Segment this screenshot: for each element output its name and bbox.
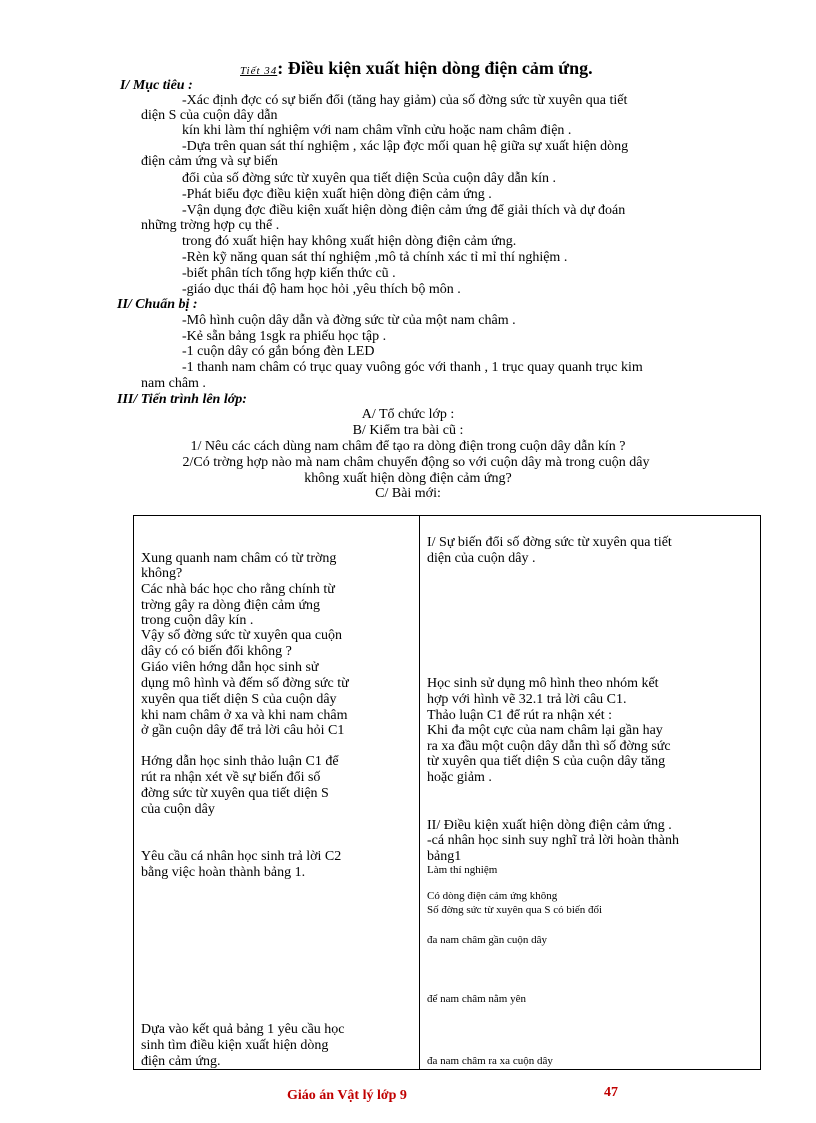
- table-right-small: đa nam châm gần cuộn dây: [427, 934, 548, 946]
- objective-line: đổi của số đờng sức từ xuyên qua tiết diện Scủa cuộn dây dẫn kín .: [182, 171, 557, 186]
- title-separator: :: [277, 58, 284, 78]
- lesson-table: [133, 515, 761, 1070]
- preparation-heading: II/ Chuẩn bị :: [117, 297, 198, 312]
- process-line: C/ Bài mới:: [375, 486, 441, 501]
- table-right-line: bảng1: [427, 849, 462, 864]
- table-left-line: xuyên qua tiết diện S của cuộn dây: [141, 692, 337, 707]
- objective-line: -Xác định đợc có sự biến đổi (tăng hay giảm) của số đờng sức từ xuyên qua tiết: [182, 93, 628, 108]
- table-left-line: trờng gây ra dòng điện cảm ứng: [141, 598, 321, 613]
- table-right-small: Có dòng điện cảm ứng không: [427, 890, 558, 902]
- table-left-line: Xung quanh nam châm có từ trờng: [141, 551, 337, 566]
- table-right-line: Khi đa một cực của nam châm lại gần hay: [427, 723, 663, 738]
- objective-line: kín khi làm thí nghiệm với nam châm vĩnh cửu hoặc nam châm điện .: [182, 123, 572, 138]
- table-right-line: ra xa đầu một cuộn dây dẫn thì số đờng sức: [427, 739, 671, 754]
- teacher-activity-cell: [134, 516, 420, 1070]
- table-left-line: Các nhà bác học cho rằng chính từ: [141, 582, 335, 597]
- table-left-line: khi nam châm ở xa và khi nam châm: [141, 708, 348, 723]
- table-right-line: hoặc giảm .: [427, 770, 492, 785]
- table-right-line: I/ Sự biến đổi số đờng sức từ xuyên qua tiết: [427, 535, 672, 550]
- table-left-line: Hớng dẫn học sinh thảo luận C1 để: [141, 754, 339, 769]
- table-left-line: dụng mô hình và đếm số đờng sức từ: [141, 676, 349, 691]
- process-line: B/ Kiểm tra bài cũ :: [352, 423, 464, 438]
- process-line: 1/ Nêu các cách dùng nam châm để tạo ra dòng điện trong cuộn dây dẫn kín ?: [190, 439, 626, 454]
- title-end: .: [588, 58, 593, 78]
- table-right-small: Số đờng sức từ xuyên qua S có biến đổi: [427, 904, 603, 916]
- table-left-line: không?: [141, 566, 183, 581]
- lesson-number: Tiết 34: [240, 65, 278, 77]
- table-left-line: ở gần cuộn dây để trả lời câu hỏi C1: [141, 723, 345, 738]
- title-text: Điều kiện xuất hiện dòng điện cảm ứng: [287, 58, 589, 78]
- objective-line: -Phát biểu đợc điều kiện xuất hiện dòng điện cảm ứng .: [182, 187, 492, 202]
- table-left-line: sinh tìm điều kiện xuất hiện dòng: [141, 1038, 329, 1053]
- preparation-line: nam châm .: [141, 376, 206, 391]
- process-heading: III/ Tiến trình lên lớp:: [117, 392, 247, 407]
- process-line: không xuất hiện dòng điện cảm ứng?: [304, 471, 512, 486]
- process-line: A/ Tổ chức lớp :: [361, 407, 455, 422]
- table-right-line: hợp với hình vẽ 32.1 trả lời câu C1.: [427, 692, 627, 707]
- preparation-line: -Mô hình cuộn dây dẫn và đờng sức từ của một nam châm .: [182, 313, 516, 328]
- objective-line: những trờng hợp cụ thể .: [141, 218, 280, 233]
- preparation-line: -Kẻ sẵn bảng 1sgk ra phiếu học tập .: [182, 329, 387, 344]
- table-right-line: II/ Điều kiện xuất hiện dòng điện cảm ứng .: [427, 818, 672, 833]
- table-right-line: Học sinh sử dụng mô hình theo nhóm kết: [427, 676, 659, 691]
- table-left-line: Giáo viên hớng dẫn học sinh sử: [141, 660, 319, 675]
- objective-line: -biết phân tích tổng hợp kiến thức cũ .: [182, 266, 396, 281]
- objective-line: điện cảm ứng và sự biến: [141, 154, 278, 169]
- table-left-line: Yêu cầu cá nhân học sinh trả lời C2: [141, 849, 342, 864]
- table-left-line: Vậy số đờng sức từ xuyên qua cuộn: [141, 628, 343, 643]
- table-right-line: diện của cuộn dây .: [427, 551, 536, 566]
- table-right-line: từ xuyên qua tiết diện S của cuộn dây tăng: [427, 754, 666, 769]
- page-number: 47: [604, 1085, 618, 1100]
- table-right-line: -cá nhân học sinh suy nghĩ trả lời hoàn thành: [427, 833, 679, 848]
- table-left-line: trong cuộn dây kín .: [141, 613, 254, 628]
- preparation-line: -1 cuộn dây có gắn bóng đèn LED: [182, 344, 375, 359]
- objective-line: trong đó xuất hiện hay không xuất hiện dòng điện cảm ứng.: [182, 234, 517, 249]
- table-right-line: Thảo luận C1 để rút ra nhận xét :: [427, 708, 613, 723]
- objective-line: -Vận dụng đợc điều kiện xuất hiện dòng điện cảm ứng để giải thích và dự đoán: [182, 203, 626, 218]
- process-line: 2/Có trờng hợp nào mà nam châm chuyển động so với cuộn dây mà trong cuộn dây: [182, 455, 650, 470]
- preparation-line: -1 thanh nam châm có trục quay vuông góc với thanh , 1 trục quay quanh trục kim: [182, 360, 643, 375]
- table-left-line: bằng việc hoàn thành bảng 1.: [141, 865, 306, 880]
- footer-label: Giáo án Vật lý lớp 9: [287, 1088, 407, 1103]
- table-left-line: đờng sức từ xuyên qua tiết diện S: [141, 786, 329, 801]
- objective-line: diện S của cuộn dây dẫn: [141, 108, 278, 123]
- table-left-line: dây có có biến đổi không ?: [141, 644, 292, 659]
- table-right-small: để nam châm nằm yên: [427, 993, 526, 1005]
- objective-line: -Rèn kỹ năng quan sát thí nghiệm ,mô tả chính xác tỉ mỉ thí nghiệm .: [182, 250, 568, 265]
- table-left-line: Dựa vào kết quả bảng 1 yêu cầu học: [141, 1022, 345, 1037]
- table-right-small: đa nam châm ra xa cuộn dây: [427, 1055, 553, 1067]
- table-left-line: điện cảm ứng.: [141, 1054, 221, 1069]
- objectives-heading: I/ Mục tiêu :: [120, 78, 193, 93]
- page-title: [240, 58, 593, 79]
- table-left-line: của cuộn dây: [141, 802, 215, 817]
- objective-line: -Dựa trên quan sát thí nghiệm , xác lập đợc mối quan hệ giữa sự xuất hiện dòng: [182, 139, 629, 154]
- table-right-small: Làm thí nghiệm: [427, 864, 498, 876]
- table-left-line: rút ra nhận xét về sự biến đổi số: [141, 770, 321, 785]
- objective-line: -giáo dục thái độ ham học hỏi ,yêu thích bộ môn .: [182, 282, 461, 297]
- student-activity-cell: [420, 516, 761, 1070]
